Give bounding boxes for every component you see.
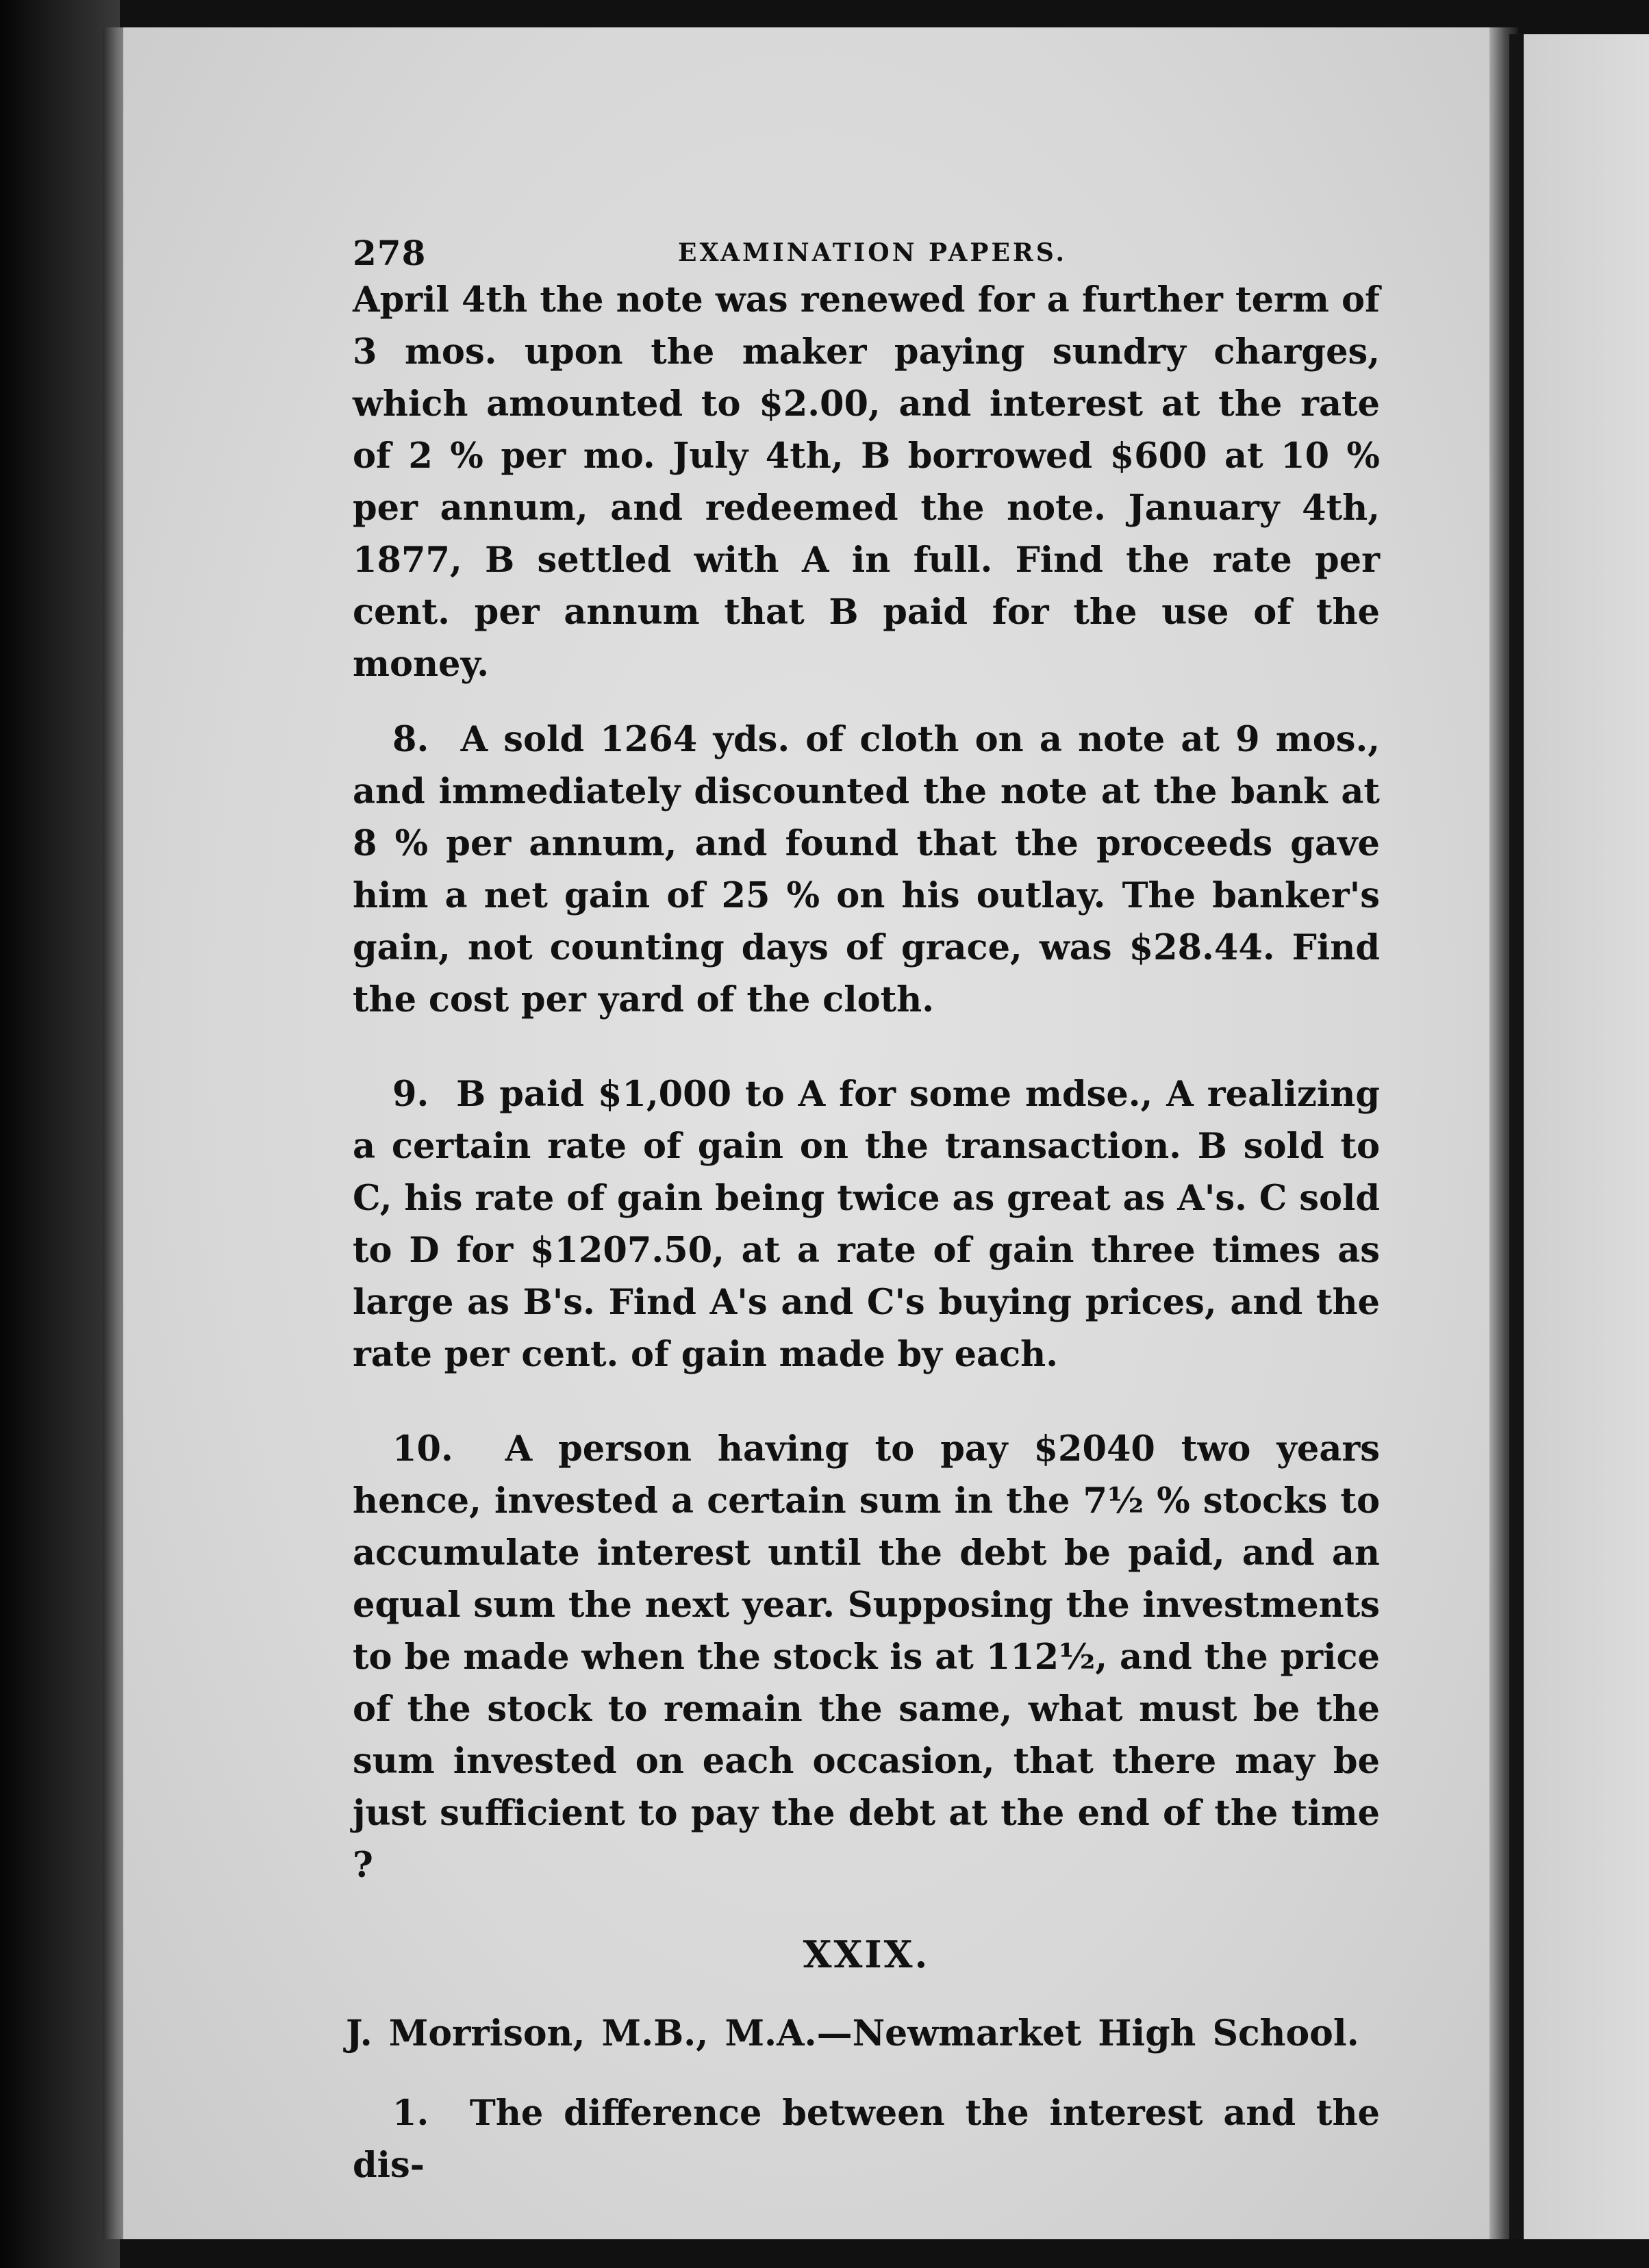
continuation-paragraph: April 4th the note was renewed for a further term of 3 mos. upon the maker paying sundry charges, which amounted to $2.00, and interest at the rate of 2 % per mo. July 4th, B borrowed $600 at 10 % per annum, and redeemed the note. January 4th, 1877, B settled with A in full. Find the rate per cent. per annum that B paid for the use of the money. — [353, 279, 1380, 685]
question-number: 10. — [392, 1428, 453, 1470]
book-binding — [0, 0, 120, 2268]
question-8 — [353, 714, 1380, 1026]
running-head: EXAMINATION PAPERS. — [678, 238, 1068, 267]
page-number: 278 — [353, 233, 427, 273]
section-title: XXIX. — [803, 1932, 930, 1976]
question-text: B paid $1,000 to A for some mdse., A realizing a certain rate of gain on the transaction. B sold to C, his rate of gain being twice as great as A's. C sold to D for $1207.50, at a rate of gain three times as large as B's. Find A's and C's buying prices, and the rate per cent. of gain made by each. — [353, 1074, 1380, 1375]
page-content — [346, 219, 1380, 2191]
question-10 — [353, 1423, 1380, 1891]
gutter-shadow — [1509, 34, 1524, 2239]
question-number: 9. — [392, 1074, 429, 1115]
question-text: A person having to pay $2040 two years hence, invested a certain sum in the 7½ % stocks to accumulate interest until the debt be paid, and an equal sum the next year. Supposing the investments to be made when the stock is at 112½, and the price of the stock to remain the same, what must be the sum invested on each occasion, that there may be just sufficient to pay the debt at the end of the time ? — [353, 1428, 1380, 1886]
page-header — [353, 219, 1380, 274]
facing-page-edge — [1524, 34, 1649, 2239]
question-number: 8. — [392, 719, 429, 760]
examiner-line: J. Morrison, M.B., M.A.—Newmarket High School. — [346, 2013, 1359, 2054]
question-text: The difference between the interest and the dis- — [353, 2093, 1380, 2186]
question-number: 1. — [392, 2093, 429, 2134]
question-text: A sold 1264 yds. of cloth on a note at 9 mos., and immediately discounted the note at the bank at 8 % per annum, and found that the proceeds gave him a net gain of 25 % on his outlay. The banker's gain, not counting days of grace, was $28.44. Find the cost per yard of the cloth. — [353, 719, 1380, 1020]
question-9 — [353, 1068, 1380, 1381]
question-1 — [353, 2087, 1380, 2191]
